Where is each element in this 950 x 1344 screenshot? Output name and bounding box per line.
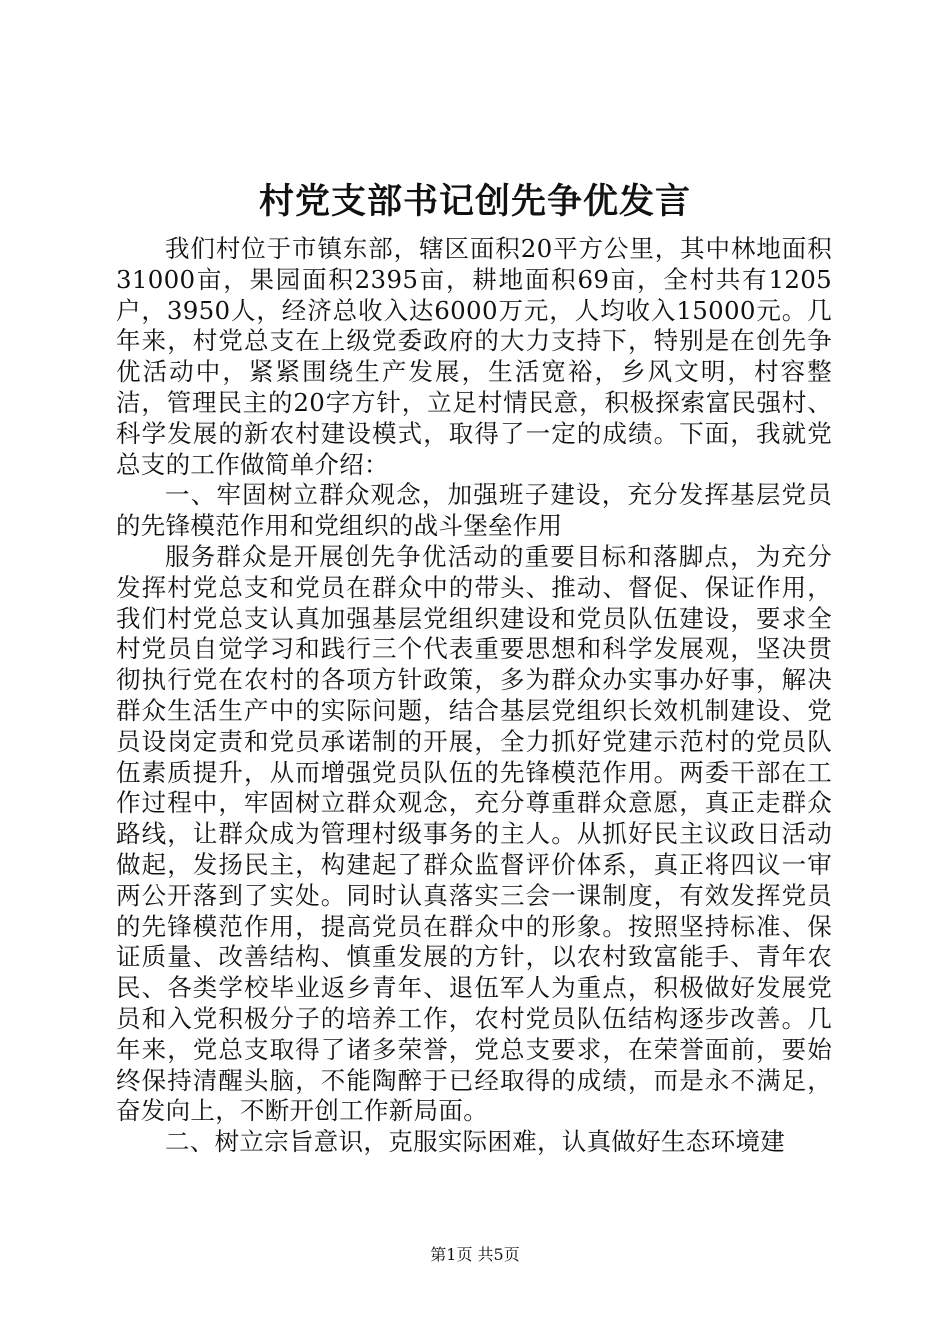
intro-paragraph: 我们村位于市镇东部，辖区面积20平方公里，其中林地面积31000亩，果园面积2395亩，耕地面积69亩，全村共有1205户，3950人，经济总收入达6000万元，人均收入15000元。几年来，村党总支在上级党委政府的大力支持下，特别是在创先争优活动中，紧紧围绕生产发展，生活宽裕，乡风文明，村容整洁，管理民主的20字方针，立足村情民意，积极探索富民强村、科学发展的新农村建设模式，取得了一定的成绩。下面，我就党总支的工作做简单介绍：: [116, 234, 832, 479]
section-heading-2: 二、树立宗旨意识，克服实际困难，认真做好生态环境建: [165, 1127, 785, 1157]
section-paragraph-1: 服务群众是开展创先争优活动的重要目标和落脚点，为充分发挥村党总支和党员在群众中的带头、推动、督促、保证作用，我们村党总支认真加强基层党组织建设和党员队伍建设，要求全村党员自觉学习和践行三个代表重要思想和科学发展观，坚决贯彻执行党在农村的各项方针政策，多为群众办实事办好事，解决群众生活生产中的实际问题，结合基层党组织长效机制建设、党员设岗定责和党员承诺制的开展，全力抓好党建示范村的党员队伍素质提升，从而增强党员队伍的先锋模范作用。两委干部在工作过程中，牢固树立群众观念，充分尊重群众意愿，真正走群众路线，让群众成为管理村级事务的主人。从抓好民主议政日活动做起，发扬民主，构建起了群众监督评价体系，真正将四议一审两公开落到了实处。同时认真落实三会一课制度，有效发挥党员的先锋模范作用，提高党员在群众中的形象。按照坚持标准、保证质量、改善结构、慎重发展的方针，以农村致富能手、青年农民、各类学校毕业返乡青年、退伍军人为重点，积极做好发展党员和入党积极分子的培养工作，农村党员队伍结构逐步改善。几年来，党总支取得了诸多荣誉，党总支要求，在荣誉面前，要始终保持清醒头脑，不能陶醉于已经取得的成绩，而是永不满足，奋发向上，不断开创工作新局面。: [116, 541, 832, 1126]
page-footer: [0, 1245, 950, 1265]
page-indicator: 第1页 共5页: [430, 1245, 520, 1264]
section-heading-1: 一、牢固树立群众观念，加强班子建设，充分发挥基层党员的先锋模范作用和党组织的战斗堡垒作用: [116, 480, 832, 541]
document-title: 村党支部书记创先争优发言: [258, 181, 691, 222]
document-body: [116, 234, 832, 1158]
